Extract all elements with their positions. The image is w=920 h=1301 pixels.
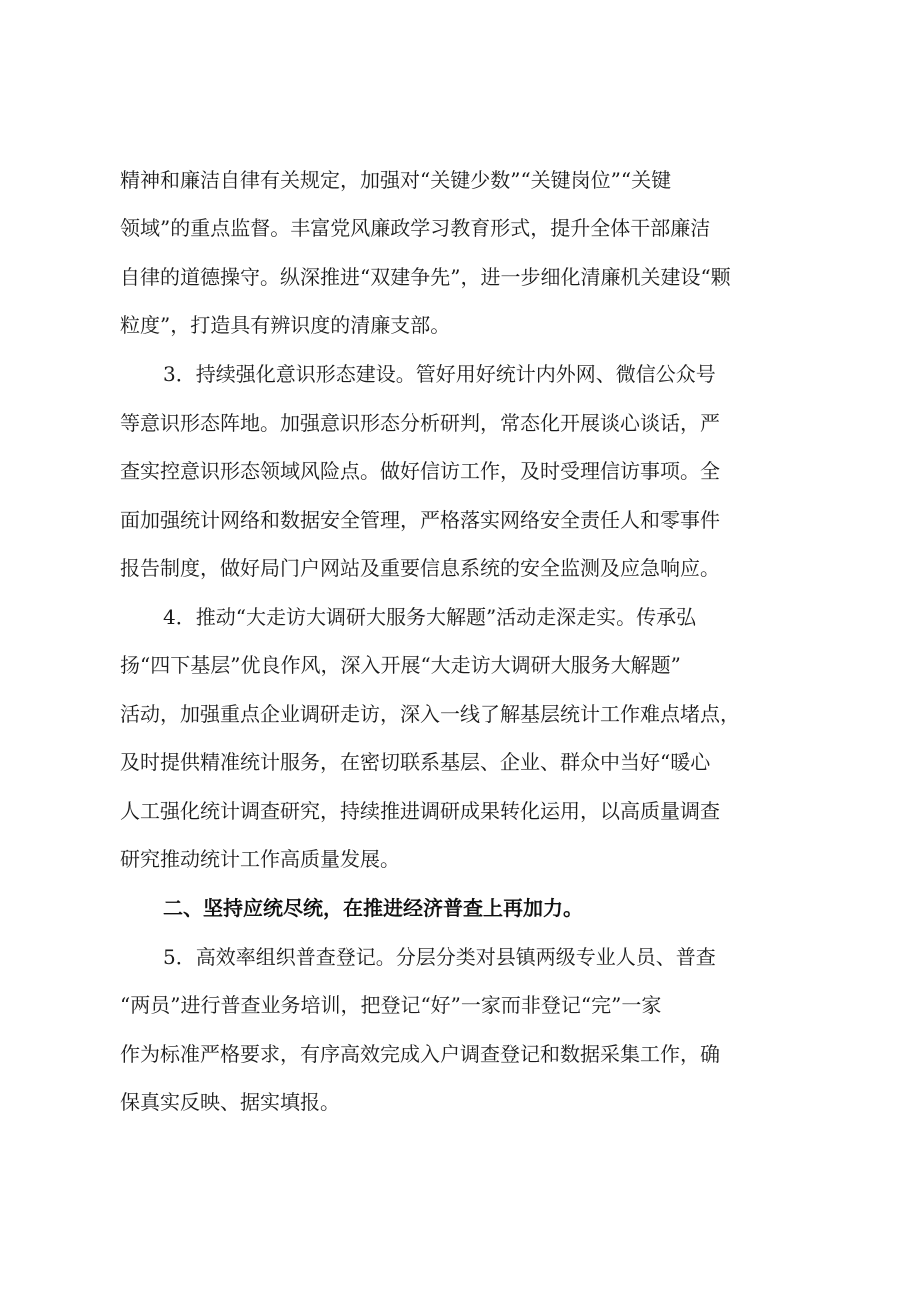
paragraph-line: 领域”的重点监督。丰富党风廉政学习教育形式，提升全体干部廉洁 [120,216,711,240]
paragraph-line: 精神和廉洁自律有关规定，加强对“关键少数”“关键岗位”“关键 [120,168,672,192]
paragraph-line: 及时提供精准统计服务，在密切联系基层、企业、群众中当好“暖心 [120,750,711,774]
section-heading: 二、坚持应统尽统，在推进经济普查上再加力。 [163,896,583,920]
paragraph-line: 活动，加强重点企业调研走访，深入一线了解基层统计工作难点堵点， [120,702,740,726]
paragraph-line: 扬“四下基层”优良作风，深入开展“大走访大调研大服务大解题” [120,653,681,677]
paragraph-line: 查实控意识形态领域风险点。做好信访工作，及时受理信访事项。全 [120,459,720,483]
paragraph-line: 作为标准严格要求，有序高效完成入户调查登记和数据采集工作，确 [120,1042,720,1066]
paragraph-line: 粒度”，打造具有辨识度的清廉支部。 [120,313,451,337]
paragraph-line: 报告制度，做好局门户网站及重要信息系统的安全监测及应急响应。 [120,556,720,580]
paragraph-line: 人工强化统计调查研究，持续推进调研成果转化运用，以高质量调查 [120,799,720,823]
paragraph-line: 自律的道德操守。纵深推进“双建争先”，进一步细化清廉机关建设“颗 [120,265,731,289]
paragraph-line: 等意识形态阵地。加强意识形态分析研判，常态化开展谈心谈话，严 [120,411,720,435]
paragraph-line: 保真实反映、据实填报。 [120,1090,340,1114]
paragraph-line: 研究推动统计工作高质量发展。 [120,847,400,871]
paragraph-line: 5．高效率组织普查登记。分层分类对县镇两级专业人员、普查 [163,945,716,969]
paragraph-line: 3．持续强化意识形态建设。管好用好统计内外网、微信公众号 [163,362,716,386]
paragraph-line: 4．推动“大走访大调研大服务大解题”活动走深走实。传承弘 [163,605,697,629]
paragraph-line: 面加强统计网络和数据安全管理，严格落实网络安全责任人和零事件 [120,508,720,532]
paragraph-line: “两员”进行普查业务培训，把登记“好”一家而非登记“完”一家 [120,993,662,1017]
